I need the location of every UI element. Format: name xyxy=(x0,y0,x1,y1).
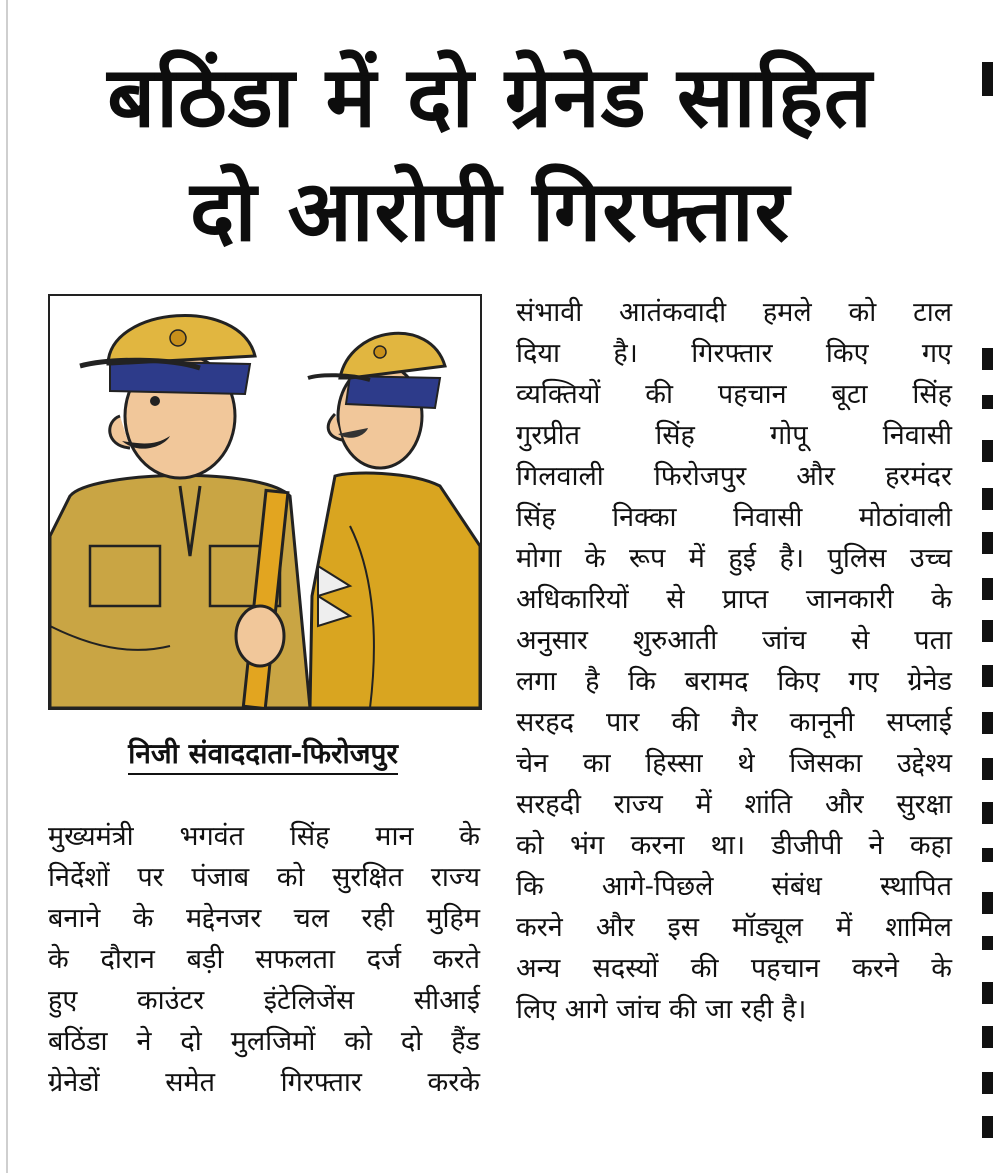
text-line: गुरप्रीत सिंह गोपू निवासी xyxy=(516,420,952,451)
officer-right xyxy=(308,333,480,708)
cutoff-glyph xyxy=(982,348,993,370)
text-line: संभावी आतंकवादी हमले को टाल xyxy=(516,297,952,328)
cutoff-glyph xyxy=(982,665,993,687)
adjacent-column-cutoff xyxy=(982,0,993,1173)
text-line: बठिंडा ने दो मुलजिमों को दो हैंड xyxy=(48,1026,480,1057)
cutoff-glyph xyxy=(982,488,993,510)
text-line: बनाने के मद्देनजर चल रही मुहिम xyxy=(48,903,480,934)
text-line: सरहद पार की गैर कानूनी सप्लाई xyxy=(516,707,952,738)
cutoff-glyph xyxy=(982,712,993,734)
article-column-right xyxy=(516,292,952,1030)
text-line: हुए काउंटर इंटेलिजेंस सीआई xyxy=(48,985,480,1016)
text-line: मुख्यमंत्री भगवंत सिंह मान के xyxy=(48,821,480,852)
text-line: लगा है कि बरामद किए गए ग्रेनेड xyxy=(516,666,952,697)
police-officers-cartoon-icon xyxy=(50,296,480,708)
cutoff-glyph xyxy=(982,1116,993,1138)
byline xyxy=(48,734,478,772)
text-line: चेन का हिस्सा थे जिसका उद्देश्य xyxy=(516,748,952,779)
text-line: दिया है। गिरफ्तार किए गए xyxy=(516,338,952,369)
byline-text: निजी संवाददाता-फिरोजपुर xyxy=(128,737,398,775)
cutoff-glyph xyxy=(982,1072,993,1094)
text-line: सिंह निक्का निवासी मोठांवाली xyxy=(516,502,952,533)
text-line: अनुसार शुरुआती जांच से पता xyxy=(516,625,952,656)
cutoff-glyph xyxy=(982,802,993,824)
cutoff-glyph xyxy=(982,620,993,642)
headline-line-1: बठिंडा में दो ग्रेनेड साहित xyxy=(107,48,873,146)
cutoff-glyph xyxy=(982,395,993,409)
text-line: निर्देशों पर पंजाब को सुरक्षित राज्य xyxy=(48,862,480,893)
cutoff-glyph xyxy=(982,892,993,914)
text-line: करने और इस मॉड्यूल में शामिल xyxy=(516,912,952,943)
cutoff-glyph xyxy=(982,848,993,862)
text-line: सरहदी राज्य में शांति और सुरक्षा xyxy=(516,789,952,820)
text-line: गिलवाली फिरोजपुर और हरमंदर xyxy=(516,461,952,492)
text-line: लिए आगे जांच की जा रही है। xyxy=(516,994,807,1025)
headline-line-2: दो आरोपी गिरफ्तार xyxy=(190,162,790,260)
text-line: कि आगे-पिछले संबंध स्थापित xyxy=(516,871,952,902)
cutoff-glyph xyxy=(982,578,993,600)
cutoff-glyph xyxy=(982,936,993,950)
headline xyxy=(30,40,950,268)
text-line: व्यक्तियों की पहचान बूटा सिंह xyxy=(516,379,952,410)
cutoff-glyph xyxy=(982,982,993,1004)
cutoff-glyph xyxy=(982,62,993,96)
text-line: ग्रेनेडों समेत गिरफ्तार करके xyxy=(48,1067,480,1098)
article-column-left xyxy=(48,816,480,1103)
news-photo xyxy=(48,294,482,710)
text-line: अधिकारियों से प्राप्त जानकारी के xyxy=(516,584,952,615)
column-rule xyxy=(6,0,8,1173)
text-line: को भंग करना था। डीजीपी ने कहा xyxy=(516,830,952,861)
cutoff-glyph xyxy=(982,1026,993,1048)
text-line: मोगा के रूप में हुई है। पुलिस उच्च xyxy=(516,543,952,574)
cutoff-glyph xyxy=(982,532,993,554)
text-line: के दौरान बड़ी सफलता दर्ज करते xyxy=(48,944,480,975)
cutoff-glyph xyxy=(982,758,993,780)
text-line: अन्य सदस्यों की पहचान करने के xyxy=(516,953,952,984)
cutoff-glyph xyxy=(982,440,993,462)
